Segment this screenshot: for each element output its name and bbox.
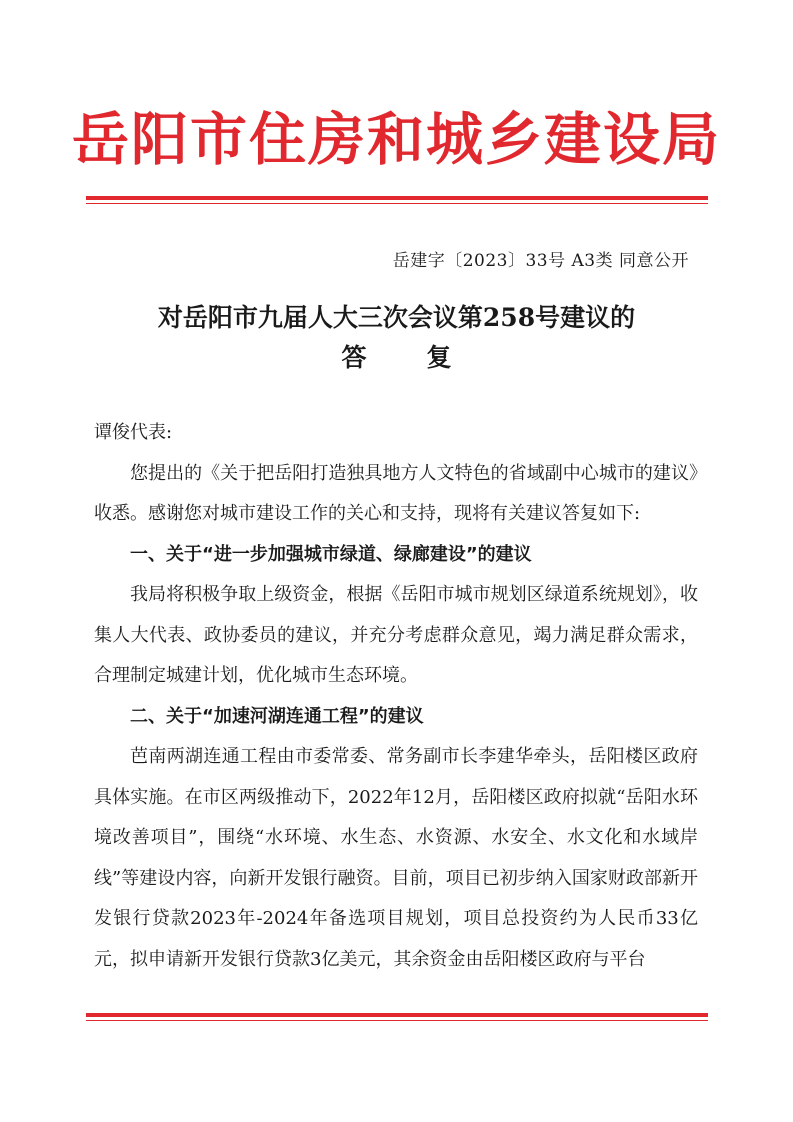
footer-divider-thick-line [86,1013,708,1017]
section-2-paragraph: 芭南两湖连通工程由市委常委、常务副市长李建华牵头，岳阳楼区政府具体实施。在市区两级推动下，2022年12月，岳阳楼区政府拟就“岳阳水环境改善项目”，围绕“水环境、水生态、水资源、水安全、水文化和水域岸线”等建设内容，向新开发银行融资。目前，项目已初步纳入国家财政部新开发银行贷款2023年-2024年备选项目规划，项目总投资约为人民币33亿元，拟申请新开发银行贷款3亿美元，其余资金由岳阳楼区政府与平台 [94,746,698,970]
intro-paragraph: 您提出的《关于把岳阳打造独具地方人文特色的省域副中心城市的建议》收悉。感谢您对城市建设工作的关心和支持，现将有关建议答复如下: [94,462,698,524]
letterhead-divider [86,196,708,204]
document-body [94,413,698,980]
document-title [0,298,793,378]
footer-divider-thin-line [86,1020,708,1021]
divider-thick-line [86,196,708,200]
document-title-line1: 对岳阳市九届人大三次会议第258号建议的 [157,303,636,332]
footer-divider [86,1013,708,1021]
section-1-paragraph: 我局将积极争取上级资金，根据《岳阳市城市规划区绿道系统规划》，收集人大代表、政协委员的建议，并充分考虑群众意见，竭力满足群众需求，合理制定城建计划，优化城市生态环境。 [94,584,698,686]
divider-thin-line [86,203,708,204]
org-letterhead-title: 岳阳市住房和城乡建设局 [72,107,721,173]
document-number: 岳建字〔2023〕33号 A3类 同意公开 [392,251,689,271]
section-1-heading: 一、关于“进一步加强城市绿道、绿廊建设”的建议 [130,543,532,565]
salutation: 谭俊代表: [94,422,173,443]
document-title-line2: 答复 [341,343,512,372]
section-2-heading: 二、关于“加速河湖连通工程”的建议 [130,705,424,727]
